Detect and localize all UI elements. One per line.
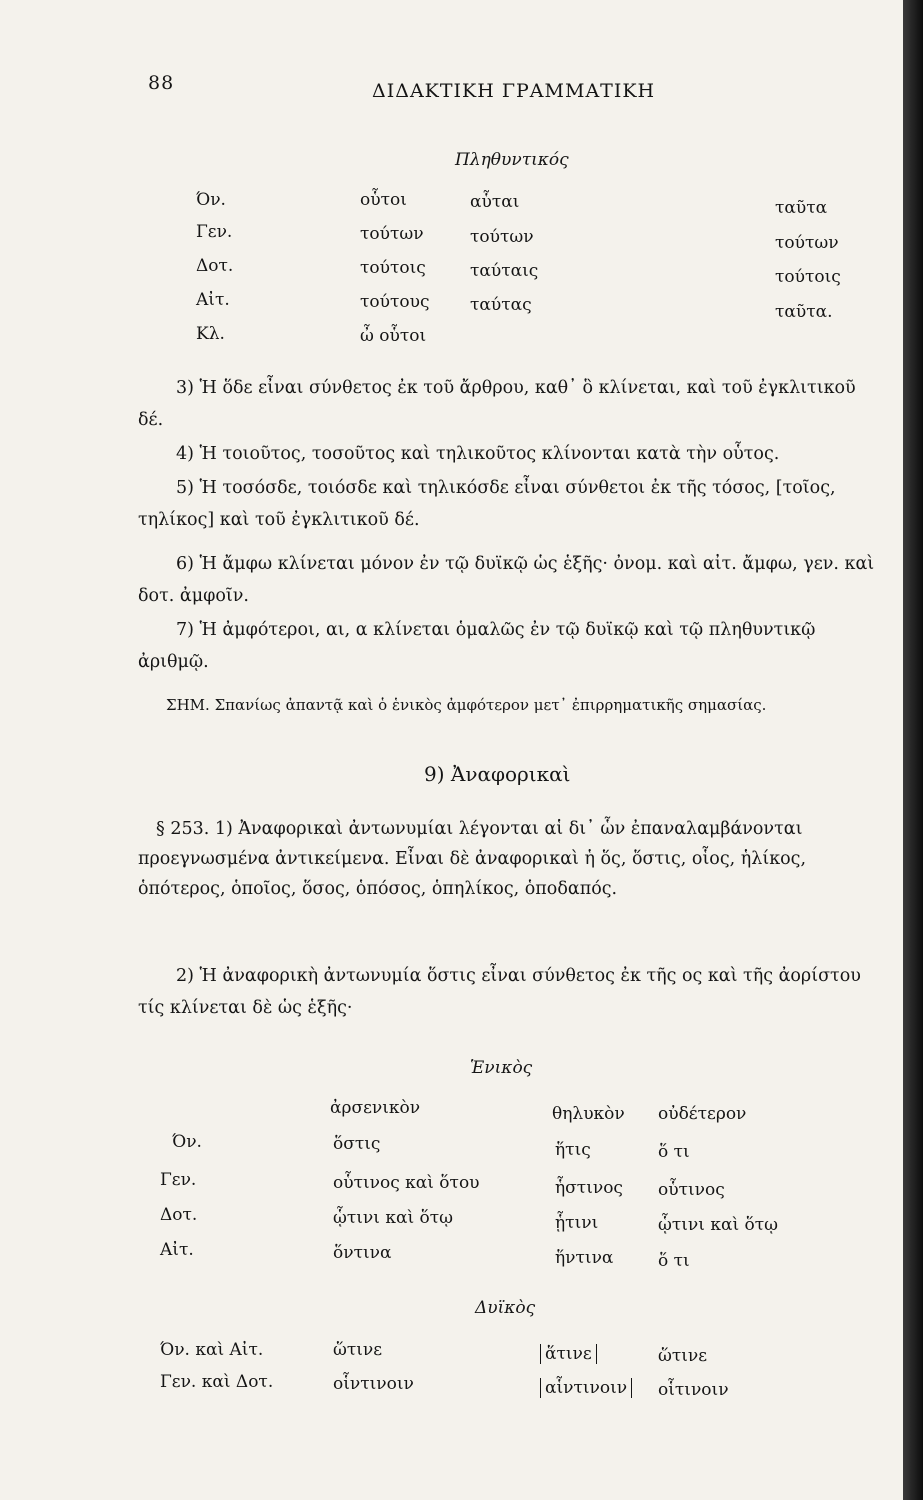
singular-cell: ᾧτινι καὶ ὅτῳ xyxy=(658,1215,779,1235)
section-heading: 9) Ἀναφορικαὶ xyxy=(424,762,571,786)
plural-cell: τούτοις xyxy=(775,267,841,287)
singular-cell: ἥντινα xyxy=(555,1248,614,1268)
plural-case-label: Δοτ. xyxy=(196,256,234,276)
plural-cell: ταύταις xyxy=(470,261,539,281)
plural-case-label: Όν. xyxy=(196,190,226,210)
singular-cell: ὅστις xyxy=(333,1134,381,1154)
page-edge-shadow xyxy=(903,0,923,1500)
plural-cell: αὗται xyxy=(470,192,520,212)
plural-cell: τούτων xyxy=(360,224,424,244)
plural-case-label: Αἰτ. xyxy=(196,290,230,310)
plural-case-label: Γεν. xyxy=(196,222,233,242)
singular-cell: ἧστινος xyxy=(555,1178,623,1198)
dual-case-label: Όν. καὶ Αἰτ. xyxy=(160,1340,264,1360)
plural-cell: ταύτας xyxy=(470,295,532,315)
plural-cell: τούτους xyxy=(360,292,430,312)
singular-cell: ὅ τι xyxy=(658,1142,690,1162)
singular-case-label: Γεν. xyxy=(160,1170,197,1190)
singular-cell: ἥτις xyxy=(555,1140,591,1160)
plural-cell: ταῦτα xyxy=(775,198,828,218)
singular-cell: οὗτινος καὶ ὅτου xyxy=(333,1173,480,1193)
plural-cell: τούτων xyxy=(470,227,534,247)
dual-cell: οἷντινοιν xyxy=(333,1374,414,1394)
plural-cell: οὗτοι xyxy=(360,190,407,210)
plural-cell: ταῦτα. xyxy=(775,302,833,322)
running-title: ΔΙΔΑΚΤΙΚΗ ΓΡΑΜΜΑΤΙΚΗ xyxy=(372,80,656,102)
page-number: 88 xyxy=(148,72,175,94)
note-6: 6) Ἡ ἄμφω κλίνεται μόνον ἐν τῷ δυϊκῷ ὡς ἑξῆς· ὀνομ. καὶ αἰτ. ἄμφω, γεν. καὶ δοτ. ἀμφοῖν. xyxy=(138,554,875,606)
plural-cell: τούτων xyxy=(775,233,839,253)
dual-cell-bracketed: ἅτινε xyxy=(540,1344,597,1364)
singular-cell: ὅντινα xyxy=(333,1243,392,1263)
dual-cell: ὥτινε xyxy=(333,1340,383,1360)
singular-case-label: Δοτ. xyxy=(160,1205,198,1225)
singular-cell: ὅ τι xyxy=(658,1251,690,1271)
note-3: 3) Ἡ ὅδε εἶναι σύνθετος ἐκ τοῦ ἄρθρου, καθ᾿ ὃ κλίνεται, καὶ τοῦ ἐγκλιτικοῦ δέ. xyxy=(138,378,856,430)
column-header-feminine: θηλυκὸν xyxy=(552,1104,625,1124)
dual-cell: οἷτινοιν xyxy=(658,1380,729,1400)
plural-case-label: Κλ. xyxy=(196,324,225,344)
column-header-neuter: οὐδέτερον xyxy=(658,1104,747,1124)
singular-cell: ᾗτινι xyxy=(555,1213,599,1233)
remark-shm: ΣΗΜ. Σπανίως ἀπαντᾷ καὶ ὁ ἑνικὸς ἀμφότερον μετ᾿ ἐπιρρηματικῆς σημασίας. xyxy=(166,696,767,714)
plural-cell: ὦ οὗτοι xyxy=(360,326,427,346)
paragraph-253: § 253. 1) Ἀναφορικαὶ ἀντωνυμίαι λέγονται αἱ δι᾿ ὧν ἐπαναλαμβάνονται προεγνωσμένα ἀντικείμενα. Εἶναι δὲ ἀναφορικαὶ ἡ ὅς, ὅστις, οἷος, ἡλίκος, ὁπότερος, ὁποῖος, ὅσος, ὁπόσος, ὁπηλίκος, ὁποδαπός. xyxy=(138,819,807,899)
dual-cell: ὥτινε xyxy=(658,1346,708,1366)
dual-cell-bracketed: αἷντινοιν xyxy=(540,1378,632,1398)
note-4: 4) Ἡ τοιοῦτος, τοσοῦτος καὶ τηλικοῦτος κλίνονται κατὰ τὴν οὗτος. xyxy=(176,444,780,464)
note-5: 5) Ἡ τοσόσδε, τοιόσδε καὶ τηλικόσδε εἶναι σύνθετοι ἐκ τῆς τόσος, [τοῖος, τηλίκος] καὶ τοῦ ἐγκλιτικοῦ δέ. xyxy=(138,478,836,530)
note-7: 7) Ἡ ἀμφότεροι, αι, α κλίνεται ὁμαλῶς ἐν τῷ δυϊκῷ καὶ τῷ πληθυντικῷ ἀριθμῷ. xyxy=(138,620,816,672)
dual-case-label: Γεν. καὶ Δοτ. xyxy=(160,1372,274,1392)
plural-cell: τούτοις xyxy=(360,258,426,278)
singular-title: Ἑνικὸς xyxy=(470,1058,533,1078)
singular-cell: ᾧτινι καὶ ὅτῳ xyxy=(333,1208,454,1228)
column-header-masculine: ἀρσενικὸν xyxy=(330,1098,421,1118)
plural-title: Πληθυντικός xyxy=(455,150,569,170)
dual-title: Δυϊκὸς xyxy=(475,1298,536,1318)
paragraph-253-2: 2) Ἡ ἀναφορικὴ ἀντωνυμία ὅστις εἶναι σύνθετος ἐκ τῆς ος καὶ τῆς ἀορίστου τίς κλίνεται δὲ ὡς ἑξῆς· xyxy=(138,966,861,1018)
singular-case-label: Όν. xyxy=(172,1132,202,1152)
singular-cell: οὗτινος xyxy=(658,1180,725,1200)
singular-case-label: Αἰτ. xyxy=(160,1240,194,1260)
